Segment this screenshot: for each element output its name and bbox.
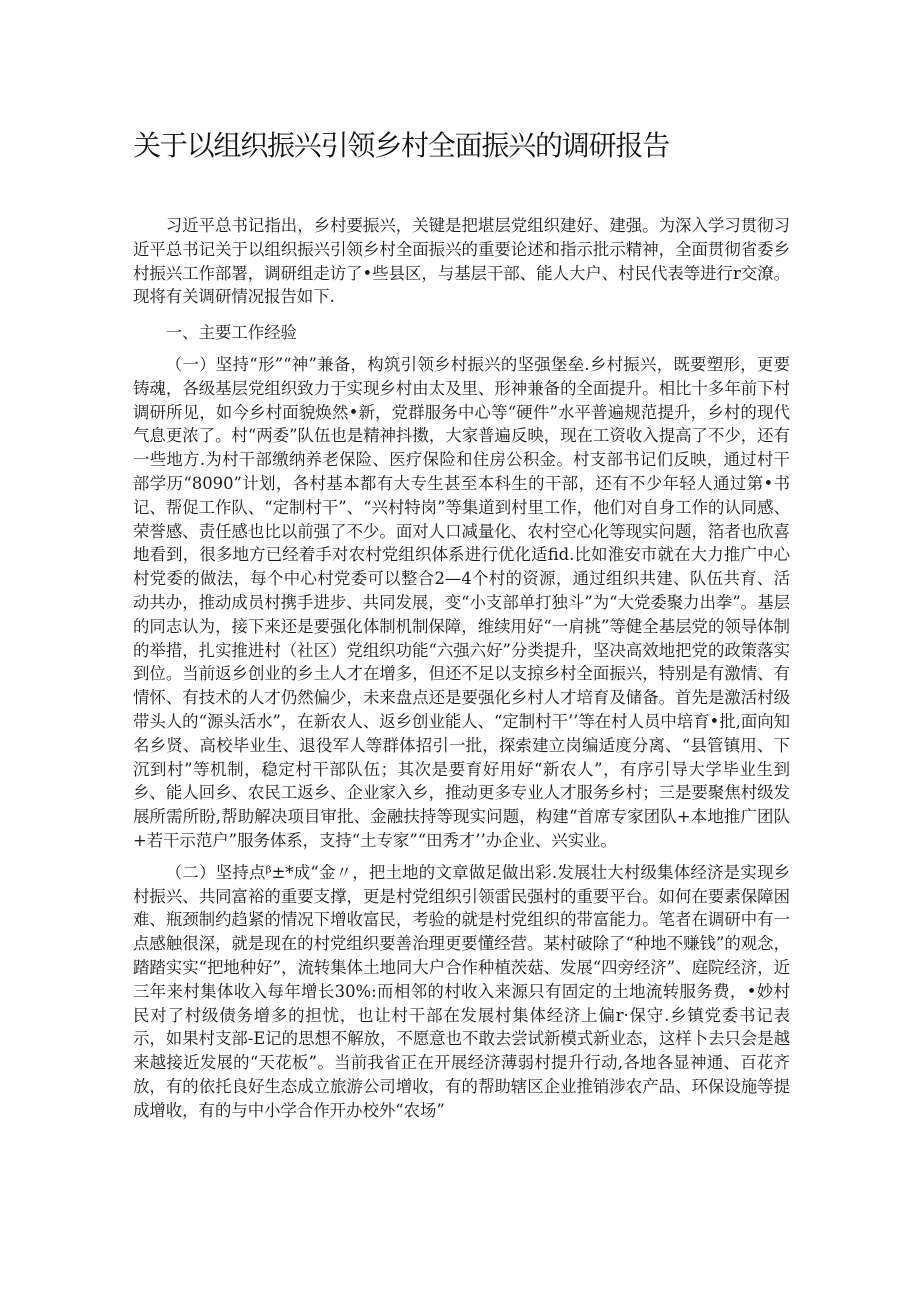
document-title: 关于以组织振兴引领乡村全面振兴的调研报告 xyxy=(133,129,670,162)
document-body xyxy=(133,214,790,1122)
section-2-paragraph: （二）坚持点ᵝ±*成“金〃，把土地的文章做足做出彩.发展壮大村级集体经济是实现乡村振兴、共同富裕的重要支撑，更是村党组织引领雷民强村的重要平台。如何在要素保障困难、瓶颈制约趋紧的情况下增收富民，考验的就是村党组织的带富能力。笔者在调研中有一点感触很深，就是现在的村党组织要善治理更要懂经营。某村破除了“种地不赚钱”的观念，踏踏实实“把地种好”，流转集体土地同大户合作种植茨菇、发展“四旁经济”、庭院经济，近三年来村集体收入每年增长30%:而相邻的村收入来源只有固定的土地流转服务费，•妙村民对了村级债务增多的担忧，也让村干部在发展村集体经济上偏r·保守.乡镇党委书记表示，如果村支部-E记的思想不解放，不愿意也不敢去尝试新模式新业态，这样卜去只会是越来越接近发展的“天花板”。当前我省正在开展经济薄弱村提升行动,各地各显神通、百花齐放，有的依托良好生态成立旅游公司增收，有的帮助辖区企业推销涉农产品、环保设施等提成增收，有的与中小学合作开办校外“农场” xyxy=(133,862,790,1120)
section-heading-1: 一、主要工作经验 xyxy=(165,323,297,343)
intro-paragraph: 习近平总书记指出，乡村要振兴，关键是把堪层党组织建好、建强。为深入学习贯彻习近平总书记关于以组织振兴引领乡村全面振兴的重要论述和指示批示精神，全面贯彻省委乡村振兴工作部署，调研组走访了•些县区，与基层干部、能人大户、村民代表等进行r交潦。现将有关调研情况报告如下. xyxy=(133,216,790,307)
section-1-paragraph: （一）坚持“形”“神”兼备，构筑引领乡村振兴的坚强堡垒.乡村振兴，既要塑形，更要铸魂，各级基层党组织致力于实现乡村由太及里、形神兼备的全面提升。相比十多年前下村调研所见，如今乡村面貌焕然•新，党群服务中心等“硬件”水平普遍规范提升，乡村的现代气息更浓了。村“两委”队伍也是精神抖擞，大家普遍反映，现在工资收入提高了不少，还有一些地方.为村干部缴纳养老保险、医疗保险和住房公积金。村支部书记们反映，通过村干部学历“8090”计划，各村基本都有大专生甚至本科生的干部，还有不少年轻人通过第•书记、帮促工作队、“定制村干”、“兴村特岗”等集道到村里工作，他们对自身工作的认同感、荣誉感、责任感也比以前强了不少。面对人口减量化、农村空心化等现实问题，箔者也欣喜地看到，很多地方已经着手对农村党组织体系进行优化适fid.比如淮安市就在大力推广中心村党委的做法，每个中心村党委可以整合2—4个村的资源，通过组织共建、队伍共育、活动共办，推动成员村携手进步、共同发展，变“小支部单打独斗”为“大党委聚力出拳”。基层的同志认为，接下来还是要强化体制机制保障，维续用好“一肩挑”等健全基层党的领导体制的举措，扎实推进村（社区）党组织功能“六强六好”分类提升，坚决高效地把党的政策落实到位。当前返乡创业的乡土人才在增多，但还不足以支掠乡村全面振兴，特别是有激情、有情怀、有技术的人才仍然偏少，未来盘点还是要强化乡村人才培育及储备。首先是激活村级带头人的“源头活水”，在新农人、返乡创业能人、“定制村干’’等在村人员中培育•批,面向知名乡贤、高校毕业生、退役军人等群体招引一批，探索建立岗编适度分离、“县管镇用、下沉到村”等机制，稳定村干部队伍；其次是要育好用好“新农人”，有序引导大学毕业生到乡、能人回乡、农民工返乡、企业家入乡，推动更多专业人才服务乡村；三是要聚焦村级发展所需所盼,帮助解决项目审批、金融扶持等现实问题，构建“首席专家团队+本地推广团队+若干示范户”服务体系，支持“土专家”“田秀才’’办企业、兴实业。 xyxy=(133,354,790,850)
